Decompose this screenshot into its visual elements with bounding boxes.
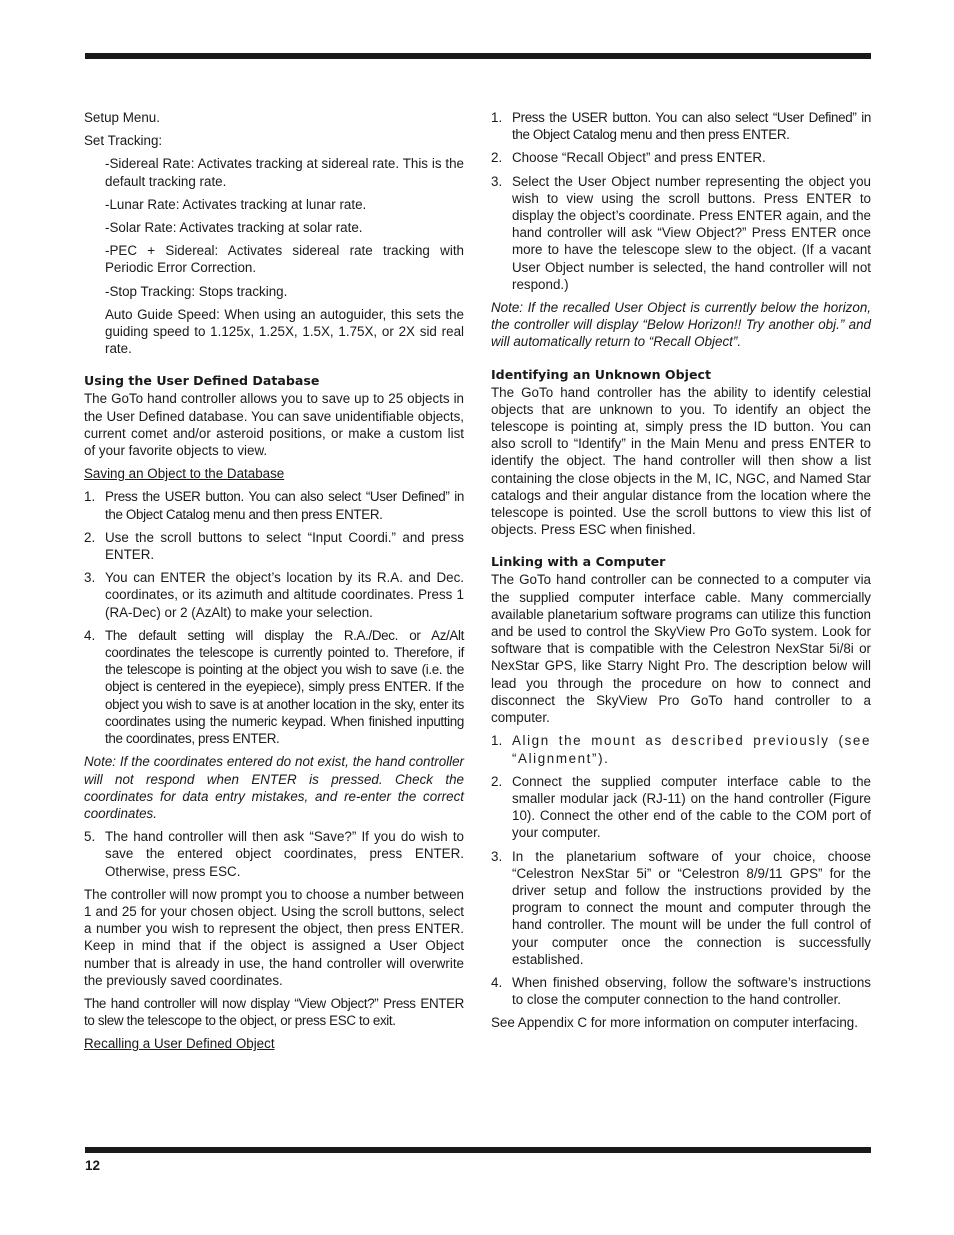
step-number: 3. [491,173,503,189]
saving-step [84,529,464,563]
tracking-option-stop: -Stop Tracking: Stops tracking. [105,283,288,299]
linking-step [491,732,871,766]
note-coordinates: Note: If the coordinates entered do not exist, the hand controller will not respond when ENTER is pressed. Check the coordinates for data entry mistakes, and re-enter the correct coordinates. [84,754,464,821]
prompt-number-text: The controller will now prompt you to choose a number between 1 and 25 for your chosen object. Using the scroll buttons, select a number you wish to represent the object, then press ENTER. Keep in mind that if the object is assigned a User Object number that is already in use, the hand controller will overwrite the previously saved coordinates. [84,886,464,988]
step-number: 5. [84,829,96,845]
linking-step [491,848,871,968]
auto-guide-speed-text: Auto Guide Speed: When using an autoguider, this sets the guiding speed to 1.125x, 1.25X, 1.5X, 1.75X, or 2X sid real rate. [105,306,464,357]
view-object-text: The hand controller will now display “View Object?” Press ENTER to slew the telescope to the object, or press ESC to exit. [84,995,464,1029]
tracking-option-lunar: -Lunar Rate: Activates tracking at lunar rate. [105,196,367,212]
tracking-option-pec: -PEC + Sidereal: Activates sidereal rate tracking with Periodic Error Correction. [105,243,464,276]
saving-step [84,828,464,880]
saving-step [84,488,464,522]
linking-step [491,773,871,842]
step-text: Use the scroll buttons to select “Input Coordi.” and press ENTER. [105,529,464,563]
step-number: 1. [491,733,503,749]
saving-step [84,569,464,621]
heading-linking-computer: Linking with a Computer [491,554,666,570]
step-text: When finished observing, follow the software’s instructions to close the computer connection to the hand controller. [512,974,871,1008]
step-text: The hand controller will then ask “Save?” If you do wish to save the entered object coordinates, press ENTER. Otherwise, press ESC. [105,829,464,879]
right-column [491,109,871,1038]
identify-text: The GoTo hand controller has the ability to identify celestial objects that are unknown to you. To identify an object the telescope is pointing at, simply press the ID button. You can also scroll to “Identify” in the Main Menu and press ENTER to identify the object. The hand controller will then show a list containing the close objects in the M, IC, NGC, and Named Star catalogs and their angular distance from the location where the telescope is pointed. Use the scroll buttons to view this list of objects. Press ESC when finished. [491,384,871,538]
bottom-rule [85,1147,871,1153]
recall-step [491,109,871,143]
step-text: Choose “Recall Object” and press ENTER. [512,150,766,166]
step-text: The default setting will display the R.A./Dec. or Az/Alt coordinates the telescope is currently pointed to. Therefore, if the telescope is pointing at the object you wish to save (i.e. the object is centered in the eyepiece), simply press ENTER. If the object you wish to save is at another location in the sky, enter its coordinates using the numeric keypad. When finished inputting the coordinates, press ENTER. [105,627,464,747]
step-text: Press the USER button. You can also select “User Defined” in the Object Catalog menu and then press ENTER. [512,110,871,143]
page-number: 12 [85,1158,101,1173]
step-number: 2. [491,150,503,166]
tracking-option-sidereal: -Sidereal Rate: Activates tracking at sidereal rate. This is the default tracking rate. [105,156,464,189]
saving-step [84,627,464,747]
recalling-object-title: Recalling a User Defined Object [84,1036,275,1052]
heading-identify-object: Identifying an Unknown Object [491,366,711,382]
top-rule [85,53,871,59]
step-text: Select the User Object number representing the object you wish to view using the scroll buttons. Press ENTER to display the object’s coordinate. Press ENTER again, and the hand controller will ask “View Object?” Press ENTER once more to have the telescope slew to the object. (If a vacant User Object number is selected, the hand controller will not respond.) [512,173,871,292]
step-text: Align the mount as described previously (see “Alignment”). [512,733,871,766]
user-database-intro: The GoTo hand controller allows you to save up to 25 objects in the User Defined database. You can save unidentifiable objects, current comet and/or asteroid positions, or make a custom list of your favorite objects to view. [84,391,464,459]
recall-step [491,149,871,166]
step-number: 1. [491,110,503,125]
set-tracking-text: Set Tracking: [84,133,163,149]
linking-step [491,974,871,1008]
saving-object-title: Saving an Object to the Database [84,466,285,482]
setup-menu-text: Setup Menu. [84,110,160,125]
step-number: 2. [84,529,96,545]
step-number: 4. [491,974,503,990]
step-number: 4. [84,627,96,643]
step-number: 2. [491,773,503,789]
step-text: In the planetarium software of your choice, choose “Celestron NexStar 5i” or “Celestron 8/9/11 GPS” for the driver setup and follow the instructions provided by the program to connect the mount and computer through the hand controller. The mount will be under the full control of your computer once the connection is successfully established. [512,848,871,967]
step-text: Connect the supplied computer interface cable to the smaller modular jack (RJ-11) on the hand controller (Figure 10). Connect the other end of the cable to the COM port of your computer. [512,773,871,841]
appendix-text: See Appendix C for more information on computer interfacing. [491,1015,858,1031]
step-number: 3. [84,570,96,586]
tracking-option-solar: -Solar Rate: Activates tracking at solar rate. [105,220,363,236]
step-number: 3. [491,848,503,864]
step-number: 1. [84,489,96,505]
note-recall: Note: If the recalled User Object is currently below the horizon, the controller will display “Below Horizon!! Try another obj.” and will automatically return to “Recall Object”. [491,300,871,350]
recall-step [491,173,871,293]
linking-text: The GoTo hand controller can be connected to a computer via the supplied computer interface cable. Many commercially available planetarium software programs can utilize this function and be used to control the SkyView Pro GoTo system. Look for software that is compatible with the Celestron NexStar 5i/8i or NexStar GPS, like Starry Night Pro. The description below will lead you through the procedure on how to connect and disconnect the SkyView Pro GoTo hand controller to a computer. [491,572,871,726]
step-text: You can ENTER the object’s location by its R.A. and Dec. coordinates, or its azimuth and altitude coordinates. Press 1 (RA-Dec) or 2 (AzAlt) to make your selection. [105,570,464,620]
heading-user-database: Using the User Defined Database [84,373,320,389]
left-column [84,109,464,1059]
step-text: Press the USER button. You can also select “User Defined” in the Object Catalog menu and then press ENTER. [105,489,464,522]
